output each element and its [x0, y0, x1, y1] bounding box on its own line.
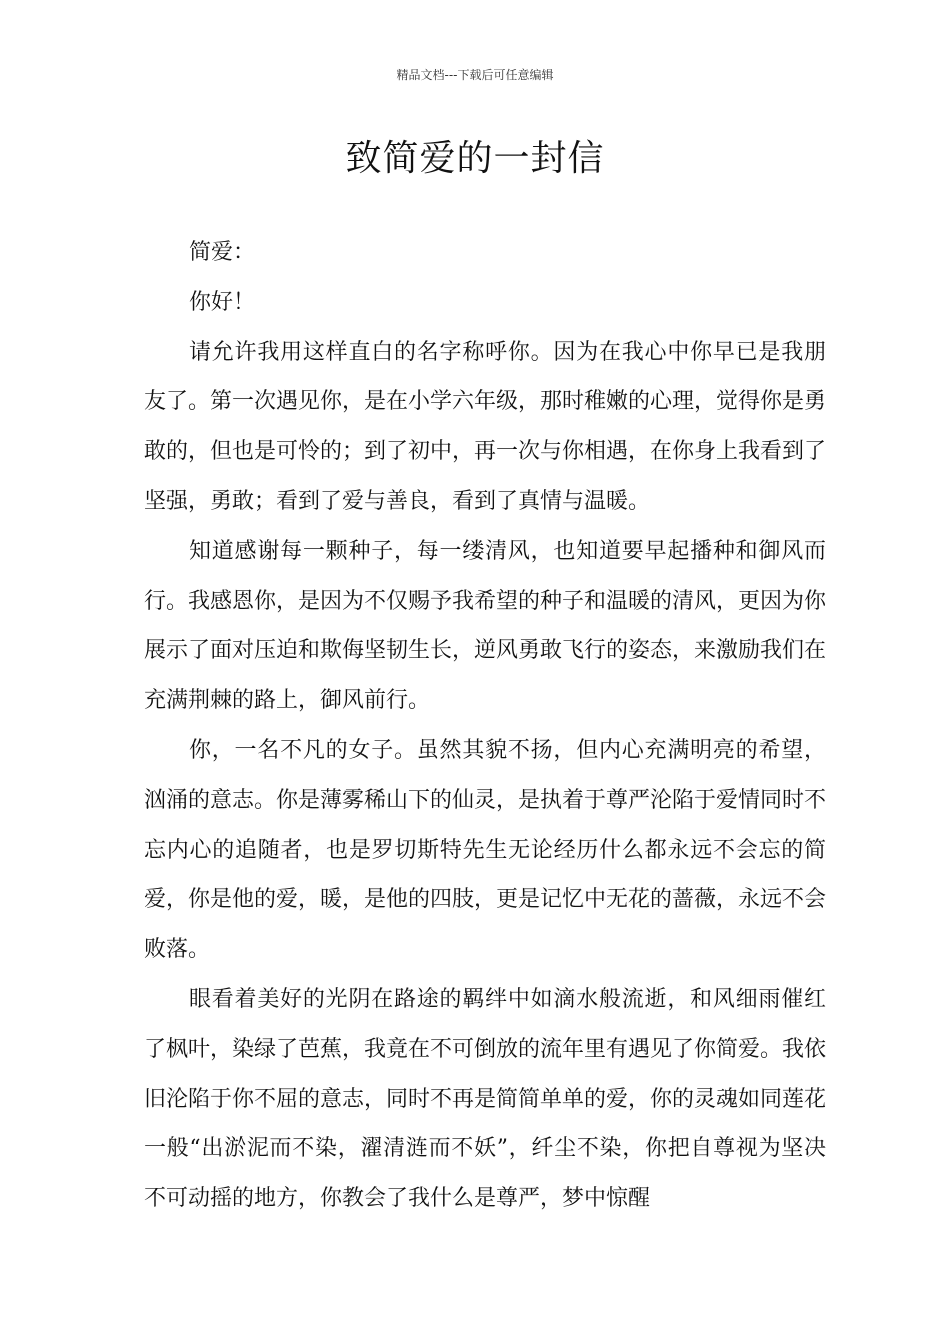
salutation: 简爱：	[189, 240, 256, 265]
document-title: 致简爱的一封信	[345, 138, 605, 179]
header-note: 精品文档---下载后可任意编辑	[396, 68, 554, 82]
letter-body	[144, 228, 826, 1224]
paragraph: 眼看着美好的光阴在路途的羁绊中如滴水般流逝，和风细雨催红了枫叶，染绿了芭蕉，我竟在不可倒放的流年里有遇见了你简爱。我依旧沦陷于你不屈的意志，同时不再是简简单单的爱，你的灵魂如同莲花一般“出淤泥而不染，濯清涟而不妖”，纤尘不染，你把自尊视为坚决不可动摇的地方，你教会了我什么是尊严，梦中惊醒	[144, 986, 827, 1212]
paragraph: 请允许我用这样直白的名字称呼你。因为在我心中你早已是我朋友了。第一次遇见你，是在小学六年级，那时稚嫩的心理，觉得你是勇敢的，但也是可怜的；到了初中，再一次与你相遇，在你身上我看到了坚强，勇敢；看到了爱与善良，看到了真情与温暖。	[144, 339, 827, 514]
paragraph: 你，一名不凡的女子。虽然其貌不扬，但内心充满明亮的希望，汹涌的意志。你是薄雾稀山下的仙灵，是执着于尊严沦陷于爱情同时不忘内心的追随者，也是罗切斯特先生无论经历什么都永远不会忘的简爱，你是他的爱，暖，是他的四肢，更是记忆中无花的蔷薇，永远不会败落。	[144, 737, 827, 963]
paragraph: 知道感谢每一颗种子，每一缕清风，也知道要早起播种和御风而行。我感恩你，是因为不仅赐予我希望的种子和温暖的清风，更因为你展示了面对压迫和欺侮坚韧生长，逆风勇敢飞行的姿态，来激励我们在充满荆棘的路上，御风前行。	[144, 538, 827, 714]
greeting: 你好！	[189, 289, 256, 315]
